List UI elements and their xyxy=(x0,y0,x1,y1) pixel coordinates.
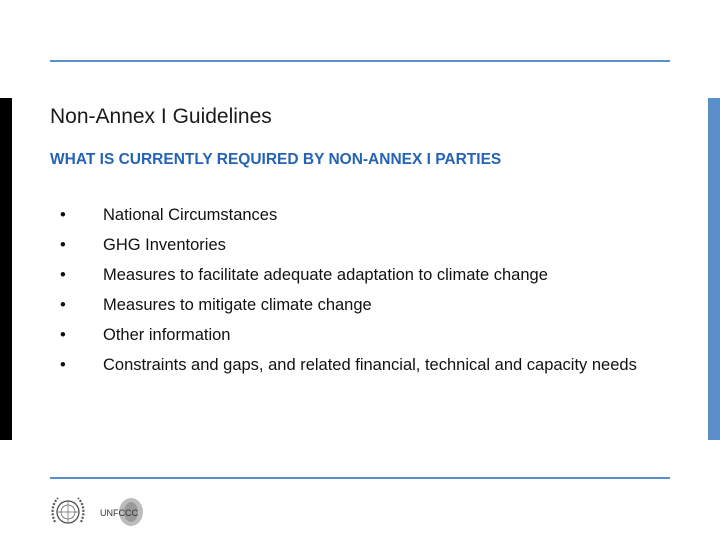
bullet-icon: • xyxy=(60,326,66,344)
bullet-icon: • xyxy=(60,266,66,284)
list-item xyxy=(60,263,660,287)
slide-title: Non-Annex I Guidelines xyxy=(50,105,272,128)
unfccc-logo-icon xyxy=(98,494,144,530)
top-divider xyxy=(50,60,670,62)
bullet-text: Measures to facilitate adequate adaptation to climate change xyxy=(103,266,548,284)
list-item xyxy=(60,323,660,347)
bullet-icon: • xyxy=(60,236,66,254)
bullet-text: Other information xyxy=(103,326,231,344)
bullet-icon: • xyxy=(60,296,66,314)
unfccc-logo-text: UNFCCC xyxy=(100,508,138,518)
slide-subtitle: WHAT IS CURRENTLY REQUIRED BY NON-ANNEX I PARTIES xyxy=(50,151,502,168)
list-item xyxy=(60,203,660,227)
bullet-text: National Circumstances xyxy=(103,206,278,224)
bullet-text: GHG Inventories xyxy=(103,236,226,254)
list-item xyxy=(60,293,660,317)
bottom-divider xyxy=(50,477,670,479)
bullet-icon: • xyxy=(60,206,66,224)
bullet-text: Measures to mitigate climate change xyxy=(103,296,372,314)
left-side-bar xyxy=(0,98,12,440)
bullet-list xyxy=(60,203,660,383)
right-side-bar xyxy=(708,98,720,440)
list-item xyxy=(60,353,660,377)
bullet-icon: • xyxy=(60,356,66,374)
bullet-text: Constraints and gaps, and related financial, technical and capacity needs xyxy=(103,356,637,374)
un-emblem-icon xyxy=(48,492,88,532)
list-item xyxy=(60,233,660,257)
